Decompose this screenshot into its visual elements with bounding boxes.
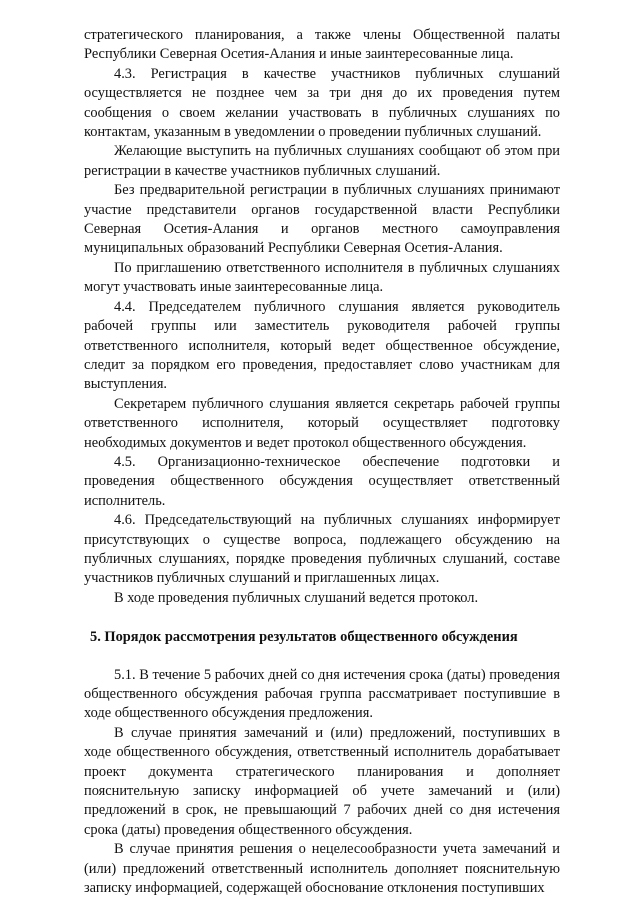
paragraph-4-5: 4.5. Организационно-техническое обеспечение подготовки и проведения общественного обсуждения осуществляет ответственный исполнитель. <box>84 453 560 509</box>
paragraph-4-4: 4.4. Председателем публичного слушания является руководитель рабочей группы или заместитель руководителя рабочей группы ответственного исполнителя, который ведет общественное обсуждение, следит за порядком его проведения, предоставляет слово участникам для выступления. <box>84 298 560 393</box>
paragraph-speakers: Желающие выступить на публичных слушаниях сообщают об этом при регистрации в качестве участников публичных слушаний. <box>84 143 560 179</box>
paragraph-continuation: стратегического планирования, а также члены Общественной палаты Республики Северная Осетия-Алания и иные заинтересованные лица. <box>84 27 560 63</box>
paragraph-4-3: 4.3. Регистрация в качестве участников публичных слушаний осуществляется не позднее чем за три дня до их проведения путем сообщения о своем желании участвовать в публичных слушаниях по контактам, указанным в уведомлении о проведении публичных слушаний. <box>84 65 560 141</box>
paragraph-acceptance: В случае принятия замечаний и (или) предложений, поступивших в ходе общественного обсуждения, ответственный исполнитель дорабатывает проект документа стратегического планирования и дополняет пояснительную записку информацией об учете замечаний и (или) предложений в срок, не превышающий 7 рабочих дней со дня истечения срока (даты) проведения общественного обсуждения. <box>84 724 560 838</box>
paragraph-protocol: В ходе проведения публичных слушаний ведется протокол. <box>114 589 479 606</box>
paragraph-no-registration: Без предварительной регистрации в публичных слушаниях принимают участие представители органов государственной власти Республики Северная Осетия-Алания и органов местного самоуправления муниципальных образований Республики Северная Осетия-Алания. <box>84 182 560 257</box>
document-page <box>84 26 560 898</box>
paragraph-invitation: По приглашению ответственного исполнителя в публичных слушаниях могут участвовать иные заинтересованные лица. <box>84 259 560 296</box>
paragraph-4-6: 4.6. Председательствующий на публичных слушаниях информирует присутствующих о существе вопроса, подлежащего обсуждению на публичных слушаниях, порядке проведения публичных слушаний, составе участников публичных слушаний и приглашенных лицах. <box>84 512 560 587</box>
section-heading: 5. Порядок рассмотрения результатов общественного обсуждения <box>90 629 518 646</box>
paragraph-secretary: Секретарем публичного слушания является секретарь рабочей группы ответственного исполнителя, который осуществляет подготовку необходимых документов и ведет протокол общественного обсуждения. <box>84 395 560 451</box>
paragraph-rejection: В случае принятия решения о нецелесообразности учета замечаний и (или) предложений ответственный исполнитель дополняет пояснительную записку информацией, содержащей обоснование отклонения поступивших <box>84 841 560 897</box>
paragraph-5-1: 5.1. В течение 5 рабочих дней со дня истечения срока (даты) проведения общественного обсуждения рабочая группа рассматривает поступившие в ходе общественного обсуждения предложения. <box>84 666 560 722</box>
